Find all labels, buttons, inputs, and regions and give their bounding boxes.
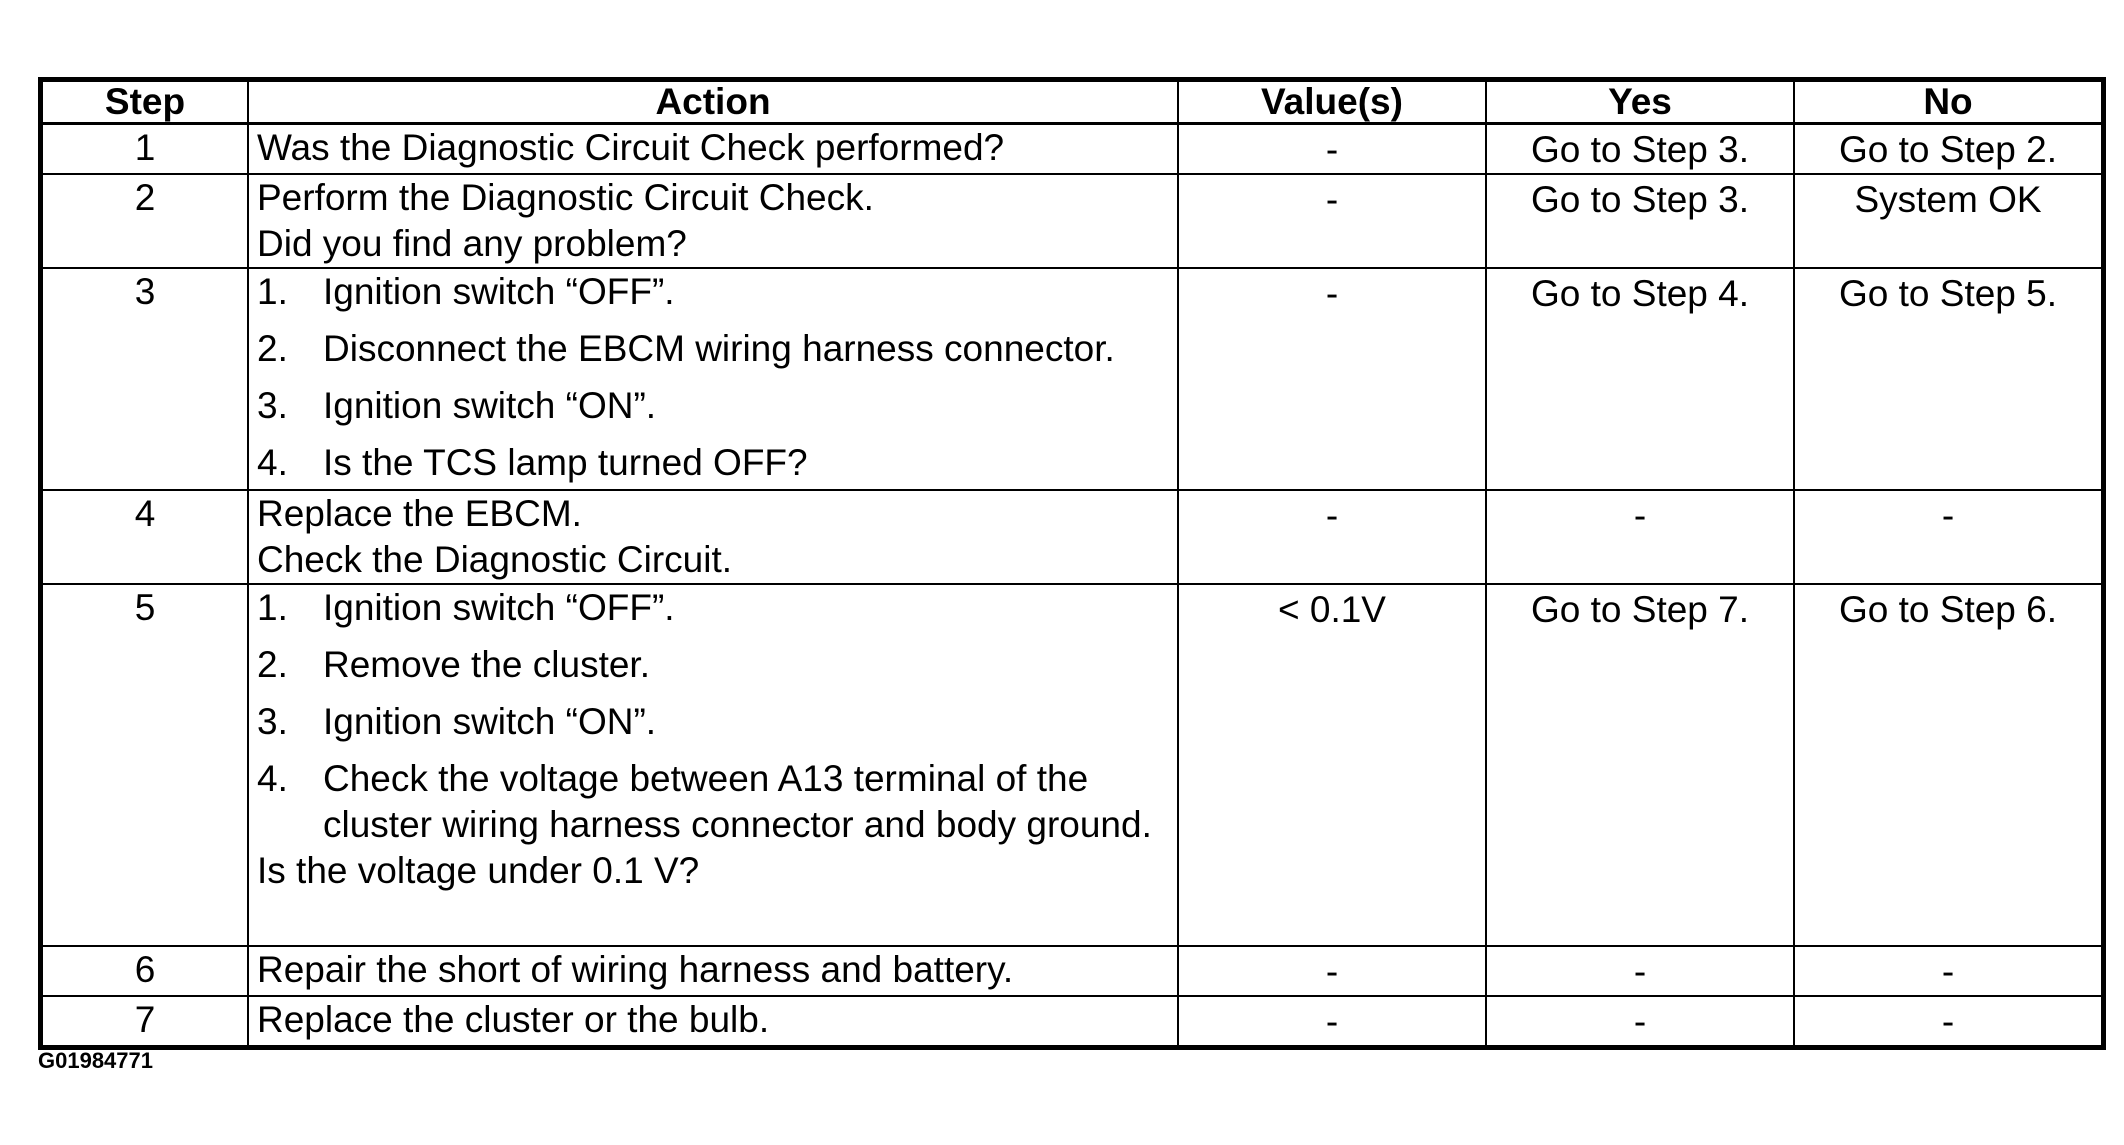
header-action: Action xyxy=(248,80,1178,124)
item-number: 4. xyxy=(257,442,288,483)
yes-cell: - xyxy=(1486,490,1794,584)
item-text: Ignition switch “ON”. xyxy=(323,701,657,742)
item-text: Ignition switch “ON”. xyxy=(323,385,657,426)
header-step: Step xyxy=(41,80,249,124)
action-cell xyxy=(248,584,1178,946)
item-number: 2. xyxy=(257,644,288,685)
value-cell: < 0.1V xyxy=(1178,584,1486,946)
table-row xyxy=(41,174,2104,268)
value-cell: - xyxy=(1178,490,1486,584)
yes-cell: - xyxy=(1486,996,1794,1048)
document-id: G01984771 xyxy=(38,1048,153,1073)
step-number: 6 xyxy=(41,946,249,996)
step-number: 5 xyxy=(41,584,249,946)
yes-cell: Go to Step 7. xyxy=(1486,584,1794,946)
table-row xyxy=(41,268,2104,490)
no-cell: System OK xyxy=(1794,174,2104,268)
yes-cell: - xyxy=(1486,946,1794,996)
action-question: Is the voltage under 0.1 V? xyxy=(257,850,700,891)
value-cell: - xyxy=(1178,268,1486,490)
numbered-item xyxy=(257,585,1177,631)
header-values: Value(s) xyxy=(1178,80,1486,124)
action-line: Perform the Diagnostic Circuit Check. xyxy=(257,177,874,218)
header-yes: Yes xyxy=(1486,80,1794,124)
numbered-item xyxy=(257,269,1177,315)
action-line: Replace the EBCM. xyxy=(257,493,582,534)
yes-cell: Go to Step 4. xyxy=(1486,268,1794,490)
table-row xyxy=(41,996,2104,1048)
action-cell xyxy=(248,996,1178,1048)
item-text: Is the TCS lamp turned OFF? xyxy=(323,442,808,483)
no-cell: Go to Step 5. xyxy=(1794,268,2104,490)
value-cell: - xyxy=(1178,996,1486,1048)
step-number: 4 xyxy=(41,490,249,584)
item-text: Check the voltage between A13 terminal of the cluster wiring harness connector and body ground. xyxy=(323,758,1152,845)
numbered-item xyxy=(257,642,1177,688)
step-number: 3 xyxy=(41,268,249,490)
numbered-item xyxy=(257,326,1177,372)
table-row xyxy=(41,490,2104,584)
action-line: Replace the cluster or the bulb. xyxy=(257,999,770,1040)
numbered-item xyxy=(257,756,1177,848)
item-text: Disconnect the EBCM wiring harness connector. xyxy=(323,328,1115,369)
step-number: 1 xyxy=(41,124,249,175)
yes-cell: Go to Step 3. xyxy=(1486,174,1794,268)
diagnostic-table xyxy=(38,77,2106,1050)
item-number: 1. xyxy=(257,587,288,628)
item-number: 1. xyxy=(257,271,288,312)
action-line: Was the Diagnostic Circuit Check performed? xyxy=(257,127,1005,168)
action-cell xyxy=(248,174,1178,268)
action-line: Repair the short of wiring harness and battery. xyxy=(257,949,1014,990)
numbered-item xyxy=(257,440,1177,486)
action-cell xyxy=(248,268,1178,490)
table-row xyxy=(41,124,2104,175)
value-cell: - xyxy=(1178,946,1486,996)
no-cell: - xyxy=(1794,490,2104,584)
table-row xyxy=(41,584,2104,946)
item-number: 3. xyxy=(257,385,288,426)
numbered-item xyxy=(257,383,1177,429)
item-text: Ignition switch “OFF”. xyxy=(323,271,675,312)
yes-cell: Go to Step 3. xyxy=(1486,124,1794,175)
table-row xyxy=(41,946,2104,996)
action-cell xyxy=(248,124,1178,175)
header-no: No xyxy=(1794,80,2104,124)
header-row xyxy=(41,80,2104,124)
action-line: Did you find any problem? xyxy=(257,223,687,264)
step-number: 7 xyxy=(41,996,249,1048)
action-cell xyxy=(248,490,1178,584)
item-number: 3. xyxy=(257,701,288,742)
item-text: Remove the cluster. xyxy=(323,644,650,685)
value-cell: - xyxy=(1178,124,1486,175)
no-cell: - xyxy=(1794,996,2104,1048)
item-number: 2. xyxy=(257,328,288,369)
numbered-item xyxy=(257,699,1177,745)
no-cell: Go to Step 2. xyxy=(1794,124,2104,175)
action-line: Check the Diagnostic Circuit. xyxy=(257,539,733,580)
step-number: 2 xyxy=(41,174,249,268)
action-cell xyxy=(248,946,1178,996)
item-text: Ignition switch “OFF”. xyxy=(323,587,675,628)
no-cell: Go to Step 6. xyxy=(1794,584,2104,946)
value-cell: - xyxy=(1178,174,1486,268)
no-cell: - xyxy=(1794,946,2104,996)
item-number: 4. xyxy=(257,758,288,799)
